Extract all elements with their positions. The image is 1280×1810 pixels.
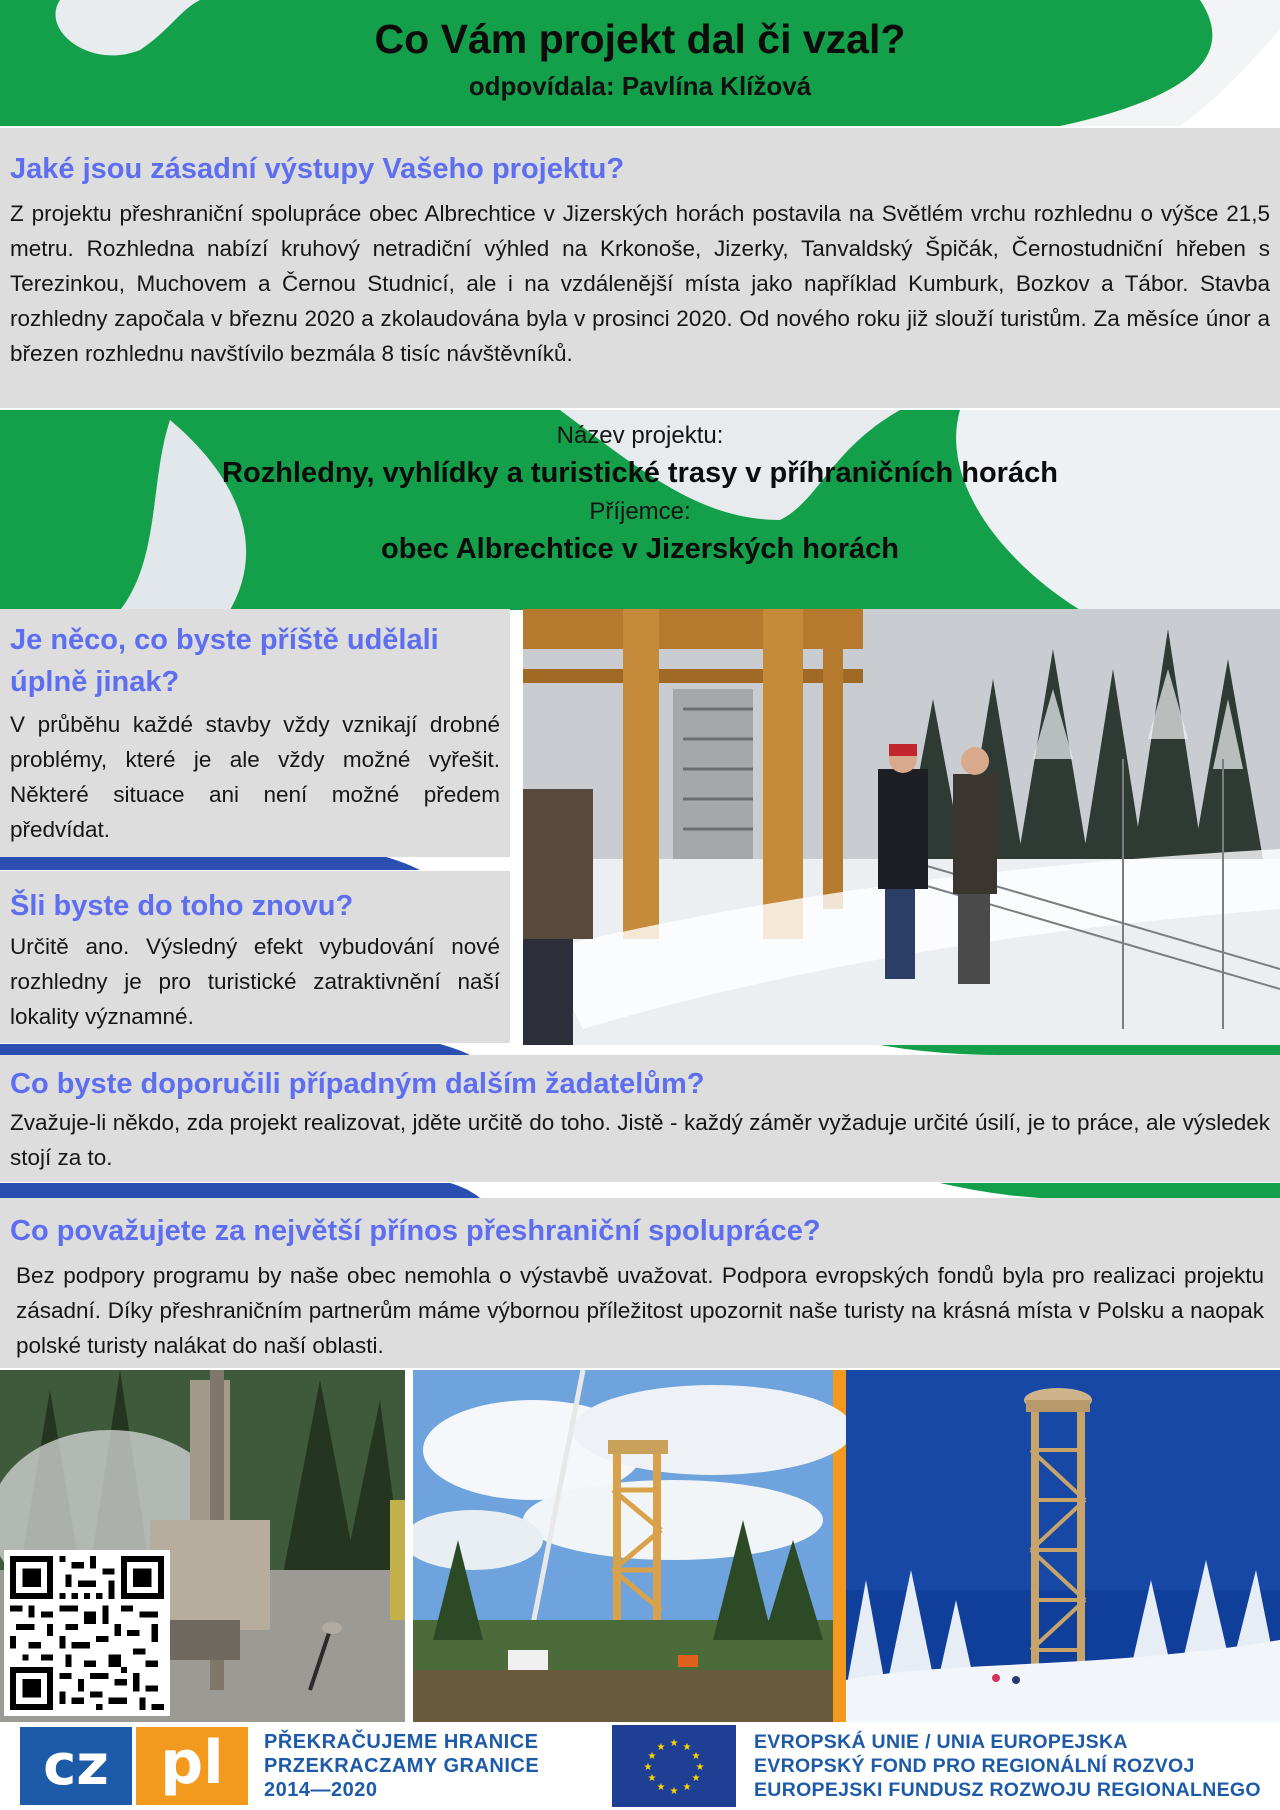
answer-again: Určitě ano. Výsledný efekt vybudování nové rozhledny je pro turistické zatraktivnění naší lokality významné.	[10, 934, 500, 1029]
svg-text:★: ★	[643, 1762, 653, 1773]
question-differently: Je něco, co byste příště udělali úplně jinak?	[10, 624, 439, 698]
footer	[0, 1722, 1280, 1810]
section-recommend	[0, 1055, 1280, 1182]
logo-pl: pl	[136, 1727, 248, 1805]
svg-text:★: ★	[647, 1751, 657, 1762]
answer-outputs: Z projektu přeshraniční spolupráce obec Albrechtice v Jizerských horách postavila na Světlém vrchu rozhlednu o výšce 21,5 metru. Rozhledna nabízí kruhový netradiční výhled na Krkonoše, Jizerky, Tanvaldský Špičák, Černostudniční hřeben s Terezinkou, Muchovem a Černou Studnicí, ale i na vzdálenější místa jako například Kumburk, Bozkov a Tábor. Stavba rozhledny započala v březnu 2020 a zkolaudována byla v prosinci 2020. Od nového roku již slouží turistům. Za měsíce únor a březen rozhlednu navštívilo bezmála 8 tisíc návštěvníků.	[10, 201, 1270, 366]
project-name: Rozhledny, vyhlídky a turistické trasy v příhraničních horách	[222, 457, 1058, 489]
svg-text:★: ★	[656, 1782, 666, 1793]
recipient-name: obec Albrechtice v Jizerských horách	[381, 533, 899, 565]
eu-line-2: EVROPSKÝ FOND PRO REGIONÁLNÍ ROZVOJ	[754, 1755, 1195, 1777]
eu-funding-text	[754, 1730, 1261, 1802]
recipient-label: Příjemce:	[589, 498, 691, 525]
photo-tower-base	[523, 609, 1280, 1045]
svg-text:★: ★	[691, 1773, 701, 1784]
svg-text:★: ★	[691, 1751, 701, 1762]
logo-cz: cz	[20, 1727, 132, 1805]
answer-differently: V průběhu každé stavby vždy vznikají drobné problémy, které je ale vždy možné vyřešit. Některé situace ani není možné předem předvídat.	[10, 712, 500, 842]
qr-code-icon	[4, 1550, 170, 1716]
eu-line-1: EVROPSKÁ UNIE / UNIA EUROPEJSKA	[754, 1731, 1128, 1753]
project-name-label: Název projektu:	[556, 422, 724, 449]
section-benefit	[0, 1198, 1280, 1368]
photo-tower-construction	[413, 1370, 846, 1722]
slogan-line-cz: PŘEKRAČUJEME HRANICE	[264, 1731, 539, 1753]
page-subtitle: odpovídala: Pavlína Klížová	[468, 71, 812, 101]
section-outputs	[0, 128, 1280, 408]
header	[0, 0, 1280, 126]
question-outputs: Jaké jsou zásadní výstupy Vašeho projektu?	[10, 153, 625, 185]
question-again: Šli byste do toho znovu?	[10, 890, 354, 922]
svg-text:★: ★	[682, 1742, 692, 1753]
svg-text:★: ★	[669, 1786, 679, 1797]
svg-text:★: ★	[656, 1742, 666, 1753]
section-differently	[0, 609, 510, 857]
svg-text:★: ★	[647, 1773, 657, 1784]
program-slogan	[264, 1730, 539, 1802]
czpl-logo	[20, 1727, 248, 1805]
question-benefit: Co považujete za největší přínos přeshraniční spolupráce?	[10, 1215, 821, 1247]
page-title: Co Vám projekt dal či vzal?	[374, 16, 906, 62]
eu-flag-icon	[612, 1725, 736, 1807]
answer-recommend: Zvažuje-li někdo, zda projekt realizovat, jděte určitě do toho. Jistě - každý záměr vyžaduje určité úsilí, je to práce, ale výsledek stojí za to.	[10, 1110, 1270, 1170]
project-info	[0, 420, 1280, 600]
section-again	[0, 871, 510, 1043]
svg-text:★: ★	[695, 1762, 705, 1773]
slogan-line-pl: PRZEKRACZAMY GRANICE	[264, 1755, 540, 1777]
svg-text:★: ★	[669, 1738, 679, 1749]
photo-finished-tower	[846, 1370, 1280, 1722]
svg-text:★: ★	[682, 1782, 692, 1793]
answer-benefit: Bez podpory programu by naše obec nemohla o výstavbě uvažovat. Podpora evropských fondů byla pro realizaci projektu zásadní. Díky přeshraničním partnerům máme výbornou příležitost upozornit naše turisty na krásná místa v Polsku a naopak polské turisty nalákat do naší oblasti.	[16, 1263, 1264, 1358]
eu-line-3: EUROPEJSKI FUNDUSZ ROZWOJU REGIONALNEGO	[754, 1779, 1261, 1801]
question-recommend: Co byste doporučili případným dalším žadatelům?	[10, 1068, 705, 1100]
slogan-period: 2014—2020	[264, 1779, 378, 1801]
